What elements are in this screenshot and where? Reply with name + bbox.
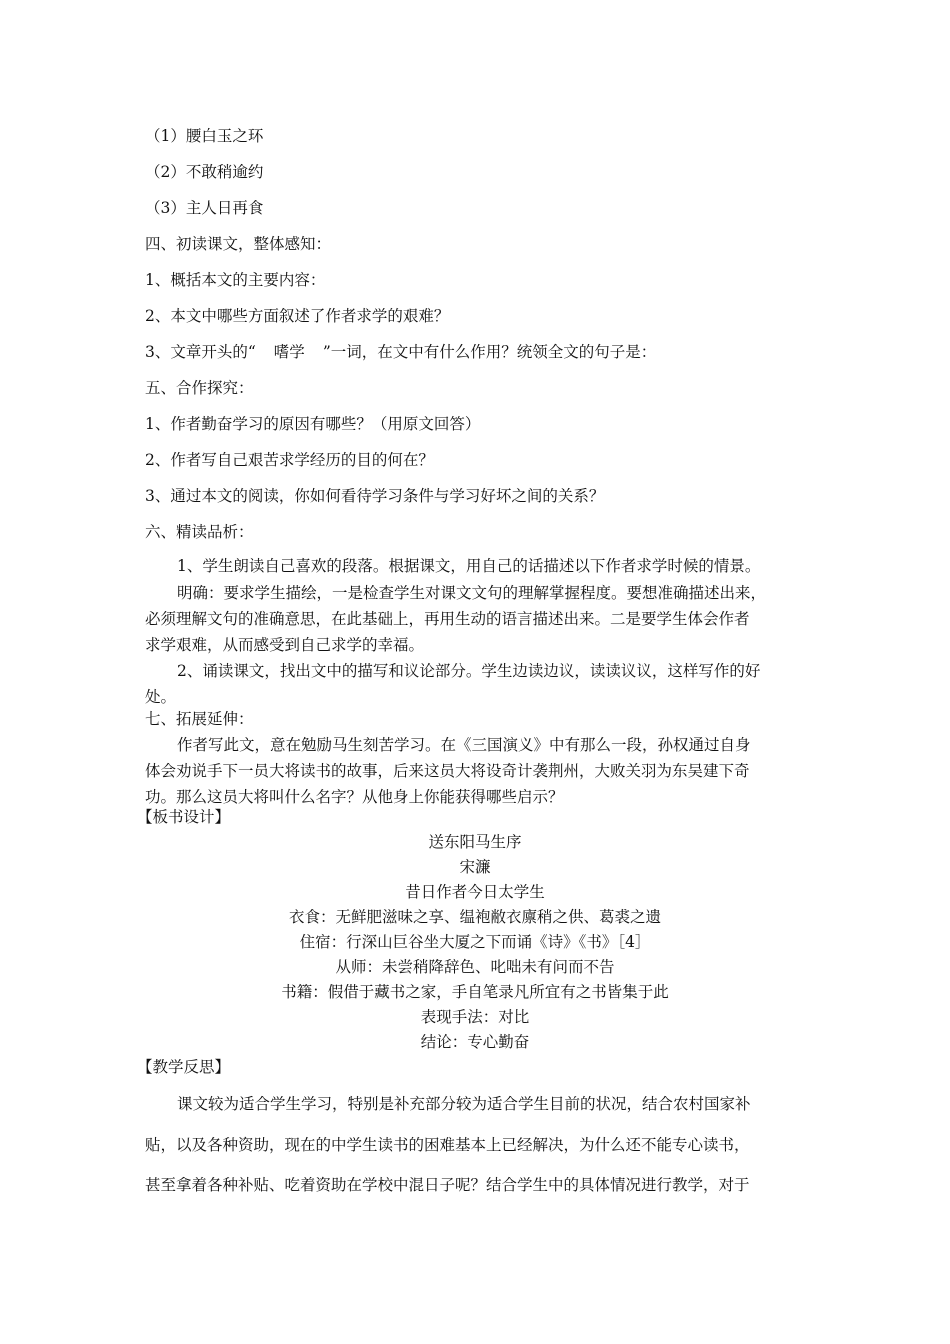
reflection-line: 课文较为适合学生学习，特别是补充部分较为适合学生目前的状况，结合农村国家补 — [177, 1095, 751, 1113]
section5-heading: 五、合作探究： — [145, 379, 254, 397]
section7-line: 功。那么这员大将叫什么名字？从他身上你能获得哪些启示？ — [145, 788, 564, 806]
reflection-heading: 【教学反思】 — [137, 1058, 231, 1076]
board-author: 宋濂 — [459, 858, 491, 876]
reflection-line: 贴，以及各种资助，现在的中学生读书的困难基本上已经解决，为什么还不能专心读书， — [145, 1136, 750, 1154]
section6-line: 处。 — [145, 688, 177, 706]
exercise-item-1: （1）腰白玉之环 — [145, 127, 264, 145]
section6-heading: 六、精读品析： — [145, 523, 254, 541]
section7-line: 体会劝说手下一员大将读书的故事，后来这员大将设奇计袭荆州，大败关羽为东吴建下奇 — [145, 762, 750, 780]
section5-question-1: 1、作者勤奋学习的原因有哪些？（用原文回答） — [145, 415, 481, 433]
section5-question-2: 2、作者写自己艰苦求学经历的目的何在？ — [145, 451, 434, 469]
board-line: 从师：未尝稍降辞色、叱咄未有问而不告 — [335, 958, 615, 976]
section6-line: 明确：要求学生描绘，一是检查学生对课文文句的理解掌握程度。要想准确描述出来， — [177, 584, 767, 602]
section7-heading: 七、拓展延伸： — [145, 710, 254, 728]
section4-question-2: 2、本文中哪些方面叙述了作者求学的艰难？ — [145, 307, 450, 325]
q3-keyword: 嗜学 — [273, 343, 305, 361]
section6-line: 2、诵读课文，找出文中的描写和议论部分。学生边读边议，读读议议，这样写作的好 — [177, 662, 761, 680]
board-line: 书籍：假借于藏书之家，手自笔录凡所宜有之书皆集于此 — [281, 983, 669, 1001]
board-line: 昔日作者今日太学生 — [405, 883, 545, 901]
section4-question-1: 1、概括本文的主要内容： — [145, 271, 326, 289]
board-line: 住宿：行深山巨谷坐大厦之下而诵《诗》《书》［4］ — [299, 933, 651, 951]
section7-line: 作者写此文，意在勉励马生刻苦学习。在《三国演义》中有那么一段，孙权通过自身 — [177, 736, 751, 754]
board-line: 表现手法：对比 — [420, 1008, 530, 1026]
board-line: 衣食：无鲜肥滋味之享、缊袍敝衣廪稍之供、葛裘之遗 — [288, 908, 661, 926]
reflection-line: 甚至拿着各种补贴、吃着资助在学校中混日子呢？结合学生中的具体情况进行教学，对于 — [145, 1176, 750, 1194]
section6-line: 必须理解文句的准确意思，在此基础上，再用生动的语言描述出来。二是要学生体会作者 — [145, 610, 750, 628]
board-design-heading: 【板书设计】 — [137, 808, 231, 826]
q3-text-a: 3、文章开头的“ — [145, 343, 256, 361]
section6-line: 1、学生朗读自己喜欢的段落。根据课文，用自己的话描述以下作者求学时候的情景。 — [177, 557, 761, 575]
exercise-item-2: （2）不敢稍逾约 — [145, 163, 264, 181]
section6-line: 求学艰难，从而感受到自己求学的幸福。 — [145, 636, 425, 654]
exercise-item-3: （3）主人日再食 — [145, 199, 264, 217]
section5-question-3: 3、通过本文的阅读，你如何看待学习条件与学习好坏之间的关系？ — [145, 487, 605, 505]
section4-heading: 四、初读课文，整体感知： — [145, 235, 332, 253]
q3-text-b: ”一词，在文中有什么作用？统领全文的句子是： — [322, 343, 657, 361]
board-line: 结论：专心勤奋 — [420, 1033, 530, 1051]
board-title: 送东阳马生序 — [428, 833, 522, 851]
section4-question-3 — [145, 341, 656, 363]
